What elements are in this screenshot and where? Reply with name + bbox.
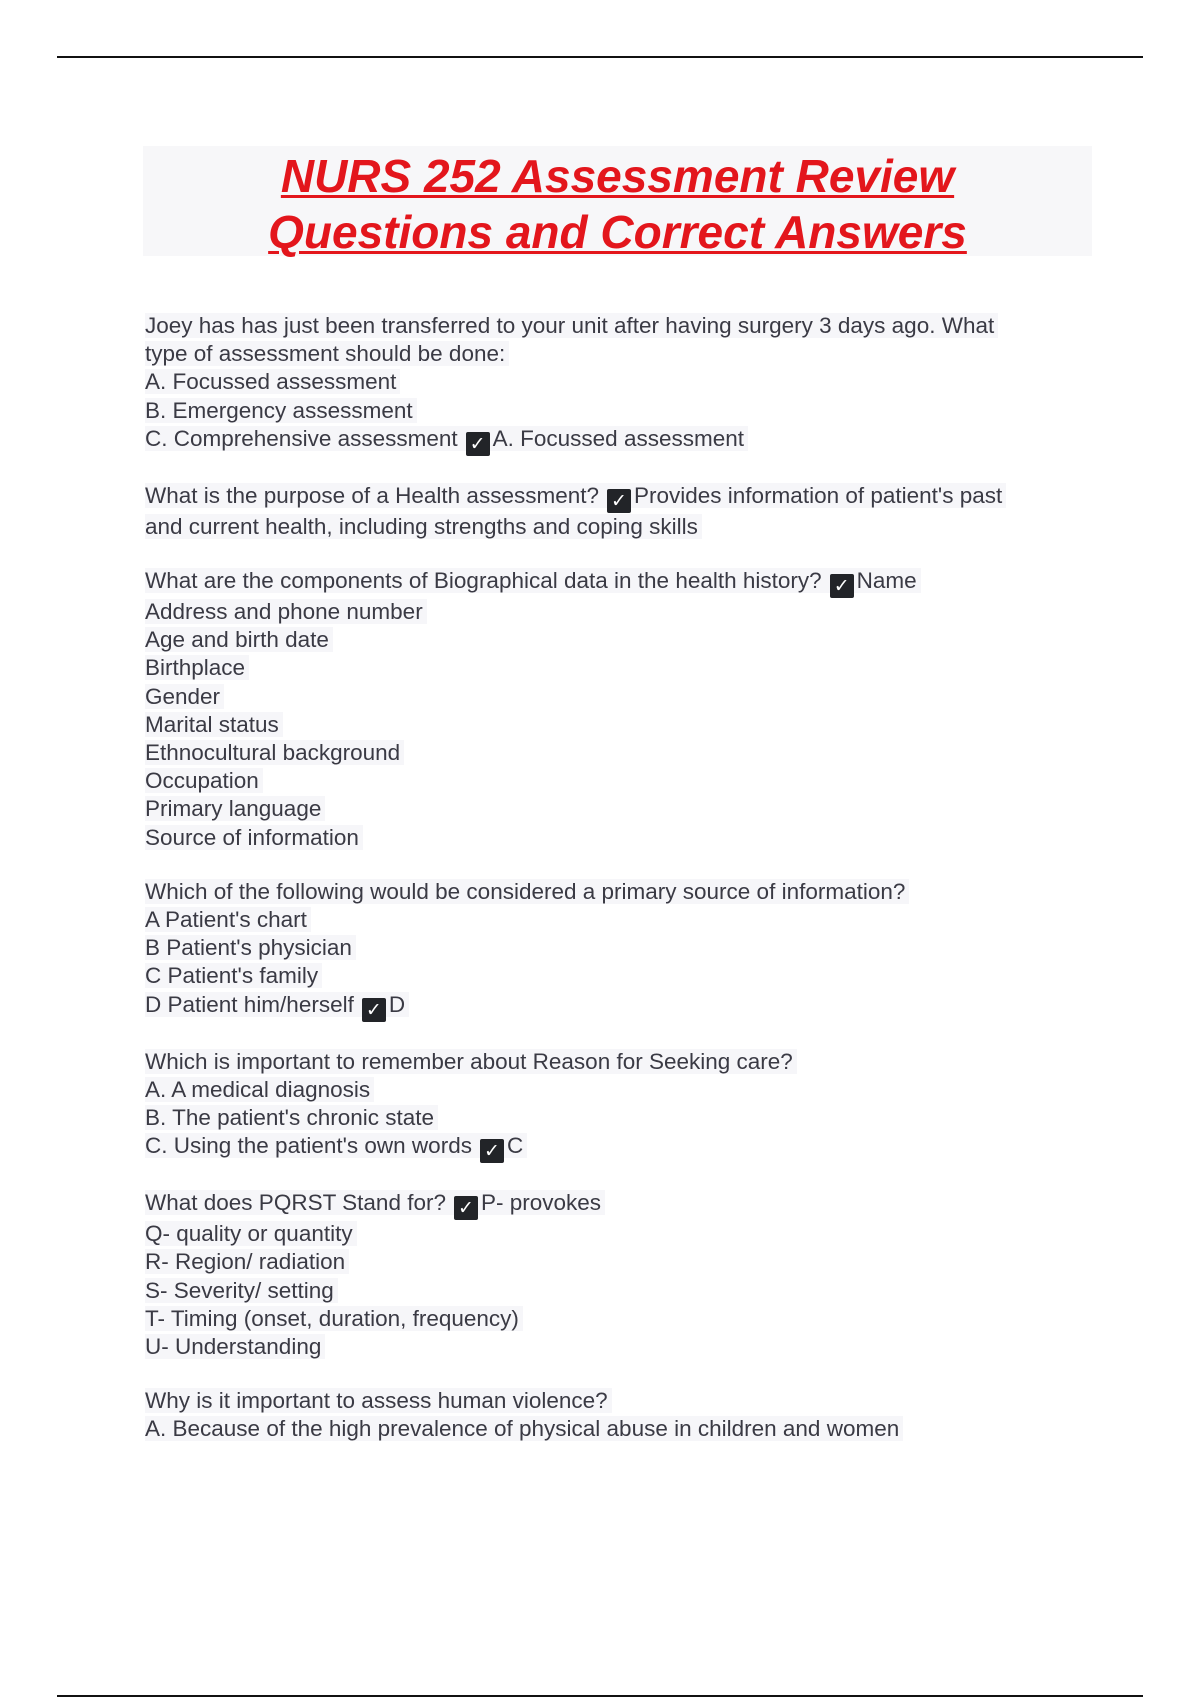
answer-continuation-line: Occupation xyxy=(145,768,263,793)
answer-line xyxy=(145,568,921,598)
top-rule xyxy=(57,56,1143,58)
question-text: What are the components of Biographical data in the health history? xyxy=(145,568,822,594)
correct-answer: A. Focussed assessment xyxy=(492,425,744,451)
qa-block xyxy=(145,312,1075,456)
question-text: C. Comprehensive assessment xyxy=(145,425,458,451)
answer-continuation-line: U- Understanding xyxy=(145,1334,325,1359)
question-text: D Patient him/herself xyxy=(145,991,354,1017)
question-text-line: A. A medical diagnosis xyxy=(145,1077,374,1102)
checkmark-icon: ✓ xyxy=(607,489,631,513)
answer-continuation-line: Age and birth date xyxy=(145,627,333,652)
question-text-line: A Patient's chart xyxy=(145,907,311,932)
question-text-line: B Patient's physician xyxy=(145,935,356,960)
answer-line xyxy=(145,1133,527,1163)
checkmark-icon: ✓ xyxy=(362,998,386,1022)
answer-continuation-line: Ethnocultural background xyxy=(145,740,404,765)
question-text-line: A. Because of the high prevalence of physical abuse in children and women xyxy=(145,1416,903,1441)
qa-block xyxy=(145,567,1075,852)
question-text-line: type of assessment should be done: xyxy=(145,341,509,366)
correct-answer: D xyxy=(388,991,406,1017)
answer-line xyxy=(145,1190,605,1220)
correct-answer: P- provokes xyxy=(480,1190,602,1216)
qa-block xyxy=(145,1048,1075,1164)
answer-continuation-line: Primary language xyxy=(145,796,325,821)
answer-continuation-line: Source of information xyxy=(145,825,363,850)
qa-content xyxy=(145,312,1075,1470)
answer-continuation-line: Marital status xyxy=(145,712,283,737)
bottom-rule xyxy=(57,1695,1143,1697)
checkmark-icon: ✓ xyxy=(480,1139,504,1163)
correct-answer: Name xyxy=(856,568,917,594)
answer-line xyxy=(145,482,1006,512)
correct-answer: Provides information of patient's past xyxy=(634,482,1003,508)
checkmark-icon: ✓ xyxy=(466,432,490,456)
document-title-line-1: NURS 252 Assessment Review xyxy=(280,150,955,202)
question-text-line: C Patient's family xyxy=(145,963,322,988)
question-text-line: Which is important to remember about Reason for Seeking care? xyxy=(145,1049,797,1074)
document-title-box xyxy=(143,146,1092,256)
answer-continuation-line: Birthplace xyxy=(145,655,249,680)
question-text-line: A. Focussed assessment xyxy=(145,369,400,394)
qa-block xyxy=(145,878,1075,1022)
question-text-line: B. The patient's chronic state xyxy=(145,1105,438,1130)
answer-line xyxy=(145,425,748,455)
answer-continuation-line: S- Severity/ setting xyxy=(145,1278,338,1303)
answer-continuation-line: and current health, including strengths and coping skills xyxy=(145,514,702,539)
answer-continuation-line: Gender xyxy=(145,684,224,709)
question-text-line: Why is it important to assess human violence? xyxy=(145,1388,612,1413)
question-text-line: Which of the following would be considered a primary source of information? xyxy=(145,879,909,904)
checkmark-icon: ✓ xyxy=(830,574,854,598)
qa-block xyxy=(145,1189,1075,1361)
answer-line xyxy=(145,991,409,1021)
question-text: What is the purpose of a Health assessment? xyxy=(145,482,599,508)
qa-block xyxy=(145,482,1075,541)
answer-continuation-line: Q- quality or quantity xyxy=(145,1221,357,1246)
checkmark-icon: ✓ xyxy=(454,1196,478,1220)
qa-block xyxy=(145,1387,1075,1443)
answer-continuation-line: T- Timing (onset, duration, frequency) xyxy=(145,1306,523,1331)
question-text: C. Using the patient's own words xyxy=(145,1133,472,1159)
document-title-line-2: Questions and Correct Answers xyxy=(268,206,967,258)
question-text: What does PQRST Stand for? xyxy=(145,1190,446,1216)
correct-answer: C xyxy=(506,1133,524,1159)
answer-continuation-line: Address and phone number xyxy=(145,599,427,624)
question-text-line: B. Emergency assessment xyxy=(145,398,417,423)
question-text-line: Joey has has just been transferred to your unit after having surgery 3 days ago. What xyxy=(145,313,998,338)
answer-continuation-line: R- Region/ radiation xyxy=(145,1249,349,1274)
